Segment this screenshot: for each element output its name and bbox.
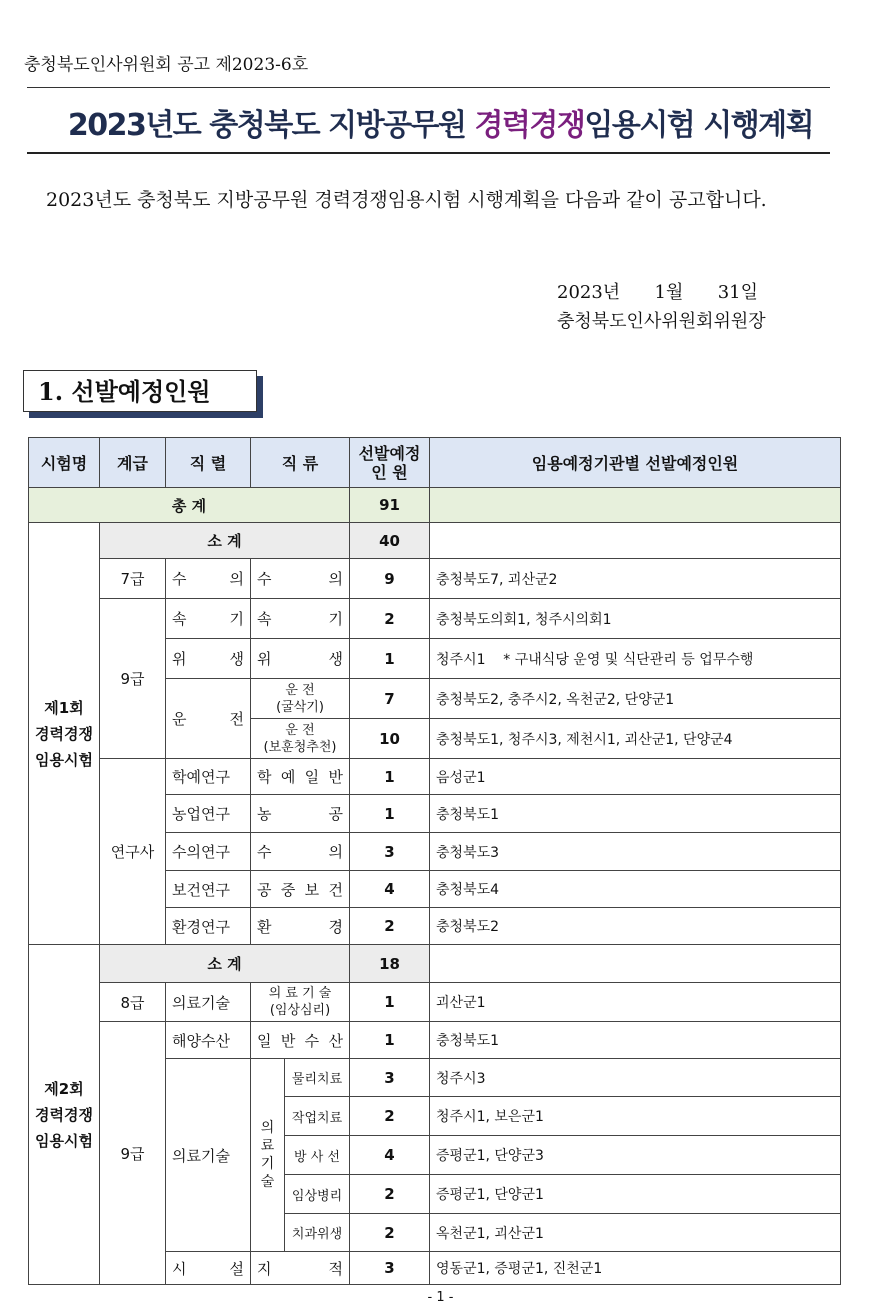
table-cell: 7급 xyxy=(100,559,166,599)
table-cell: 음성군1 xyxy=(430,759,841,795)
header-row xyxy=(29,438,841,488)
table-cell: 4 xyxy=(350,1136,430,1175)
subtotal-label: 소 계 xyxy=(100,523,350,559)
table-cell: 2 xyxy=(350,1097,430,1136)
table-row xyxy=(29,599,841,639)
table-cell: 4 xyxy=(350,871,430,908)
table-cell: 충청북도1, 청주시3, 제천시1, 괴산군1, 단양군4 xyxy=(430,719,841,759)
table-cell: 학 예 일 반 xyxy=(251,759,350,795)
total-count: 91 xyxy=(350,488,430,523)
top-divider xyxy=(27,87,830,88)
table-cell: 연구사 xyxy=(100,759,166,945)
table-cell: 소 계 xyxy=(100,945,350,983)
table-cell: 의료기술 xyxy=(166,1059,251,1252)
table-cell: 3 xyxy=(350,833,430,871)
table-cell: 충청북도의회1, 청주시의회1 xyxy=(430,599,841,639)
title-part1: 2023년도 충청북도 지방공무원 xyxy=(67,108,475,143)
table-cell: 지 적 xyxy=(251,1252,350,1285)
table-cell: 증평군1, 단양군3 xyxy=(430,1136,841,1175)
total-label: 총 계 xyxy=(29,488,350,523)
table-cell: 청주시3 xyxy=(430,1059,841,1097)
page-number: - 1 - xyxy=(427,1290,454,1305)
table-cell: 1 xyxy=(350,1022,430,1059)
table-cell: 10 xyxy=(350,719,430,759)
title-part2: 임용시험 시행계획 xyxy=(584,108,814,143)
table-row xyxy=(29,559,841,599)
table-cell: 2 xyxy=(350,1175,430,1214)
col-exam: 시험명 xyxy=(29,438,100,488)
intro-paragraph: 2023년도 충청북도 지방공무원 경력경쟁임용시험 시행계획을 다음과 같이 공고합니다. xyxy=(46,189,767,211)
table-cell: 충청북도4 xyxy=(430,871,841,908)
table-cell: 의 료 기 술 (임상심리) xyxy=(251,983,350,1022)
table-cell: 운 전 (보훈청추천) xyxy=(251,719,350,759)
table-cell: 충청북도1 xyxy=(430,795,841,833)
table-cell: 2 xyxy=(350,908,430,945)
title-highlight: 경력경쟁 xyxy=(474,108,585,143)
table-cell: 8급 xyxy=(100,983,166,1022)
table-cell: 충청북도1 xyxy=(430,1022,841,1059)
table-cell: 2 xyxy=(350,1214,430,1252)
col-series: 직 렬 xyxy=(166,438,251,488)
table-cell: 물리치료 xyxy=(285,1059,350,1097)
round1-name: 제1회 경력경쟁 임용시험 xyxy=(29,523,100,945)
table-cell: 운 전 xyxy=(166,679,251,759)
table-row xyxy=(29,759,841,795)
table-row xyxy=(29,983,841,1022)
table-cell: 청주시1 * 구내식당 운영 및 식단관리 등 업무수행 xyxy=(430,639,841,679)
table-cell: 시 설 xyxy=(166,1252,251,1285)
col-count: 선발예정 인 원 xyxy=(350,438,430,488)
table-cell: 보건연구 xyxy=(166,871,251,908)
recruitment-table xyxy=(28,437,841,1285)
empty-cell xyxy=(251,1059,285,1252)
notice-number: 충청북도인사위원회 공고 제2023-6호 xyxy=(24,55,309,75)
table-cell: 농 공 xyxy=(251,795,350,833)
kind-group-vertical: 의료기술 xyxy=(260,1120,275,1190)
table-cell: 1 xyxy=(350,639,430,679)
table-cell: 공 중 보 건 xyxy=(251,871,350,908)
table-cell: 위 생 xyxy=(166,639,251,679)
round2-name: 제2회 경력경쟁 임용시험 xyxy=(29,945,100,1285)
table-cell: 운 전 (굴삭기) xyxy=(251,679,350,719)
section-heading: 1. 선발예정인원 xyxy=(23,370,257,412)
table-cell: 수 의 xyxy=(166,559,251,599)
table-cell: 충청북도2 xyxy=(430,908,841,945)
table-cell: 9급 xyxy=(100,1022,166,1285)
table-cell: 증평군1, 단양군1 xyxy=(430,1175,841,1214)
col-grade: 계급 xyxy=(100,438,166,488)
table-cell: 수 의 xyxy=(251,833,350,871)
page-title xyxy=(0,100,881,144)
empty-cell xyxy=(430,945,841,983)
table-cell: 농업연구 xyxy=(166,795,251,833)
total-row xyxy=(29,488,841,523)
table-cell: 3 xyxy=(350,1059,430,1097)
table-cell: 1 xyxy=(350,795,430,833)
round2-subtotal: 18 xyxy=(350,945,430,983)
table-cell: 일 반 수 산 xyxy=(251,1022,350,1059)
col-agency: 임용예정기관별 선발예정인원 xyxy=(430,438,841,488)
table-cell: 9급 xyxy=(100,599,166,759)
table-cell: 치과위생 xyxy=(285,1214,350,1252)
table-cell: 방 사 선 xyxy=(285,1136,350,1175)
table-cell: 수의연구 xyxy=(166,833,251,871)
table-cell: 옥천군1, 괴산군1 xyxy=(430,1214,841,1252)
table-cell: 학예연구 xyxy=(166,759,251,795)
table-cell: 임상병리 xyxy=(285,1175,350,1214)
table-cell: 3 xyxy=(350,1252,430,1285)
title-divider xyxy=(27,152,830,154)
table-cell: 7 xyxy=(350,679,430,719)
table-cell: 2 xyxy=(350,599,430,639)
empty-cell xyxy=(430,488,841,523)
table-cell: 위 생 xyxy=(251,639,350,679)
table-row xyxy=(29,1022,841,1059)
signer: 충청북도인사위원회위원장 xyxy=(557,311,766,332)
table-cell: 9 xyxy=(350,559,430,599)
table-cell: 환 경 xyxy=(251,908,350,945)
table-cell: 속 기 xyxy=(251,599,350,639)
table-row xyxy=(29,523,841,559)
announce-date: 2023년 1월 31일 xyxy=(557,282,758,303)
table-cell: 속 기 xyxy=(166,599,251,639)
empty-cell xyxy=(430,523,841,559)
table-row xyxy=(29,945,841,983)
table-cell: 충청북도2, 충주시2, 옥천군2, 단양군1 xyxy=(430,679,841,719)
table-cell: 괴산군1 xyxy=(430,983,841,1022)
col-kind: 직 류 xyxy=(251,438,350,488)
table-cell: 청주시1, 보은군1 xyxy=(430,1097,841,1136)
table-cell: 1 xyxy=(350,983,430,1022)
table-cell: 해양수산 xyxy=(166,1022,251,1059)
table-cell: 수 의 xyxy=(251,559,350,599)
table-cell: 1 xyxy=(350,759,430,795)
table-cell: 충청북도3 xyxy=(430,833,841,871)
table-cell: 작업치료 xyxy=(285,1097,350,1136)
table-cell: 영동군1, 증평군1, 진천군1 xyxy=(430,1252,841,1285)
table-cell: 충청북도7, 괴산군2 xyxy=(430,559,841,599)
round1-subtotal: 40 xyxy=(350,523,430,559)
table-cell: 환경연구 xyxy=(166,908,251,945)
table-cell: 의료기술 xyxy=(166,983,251,1022)
